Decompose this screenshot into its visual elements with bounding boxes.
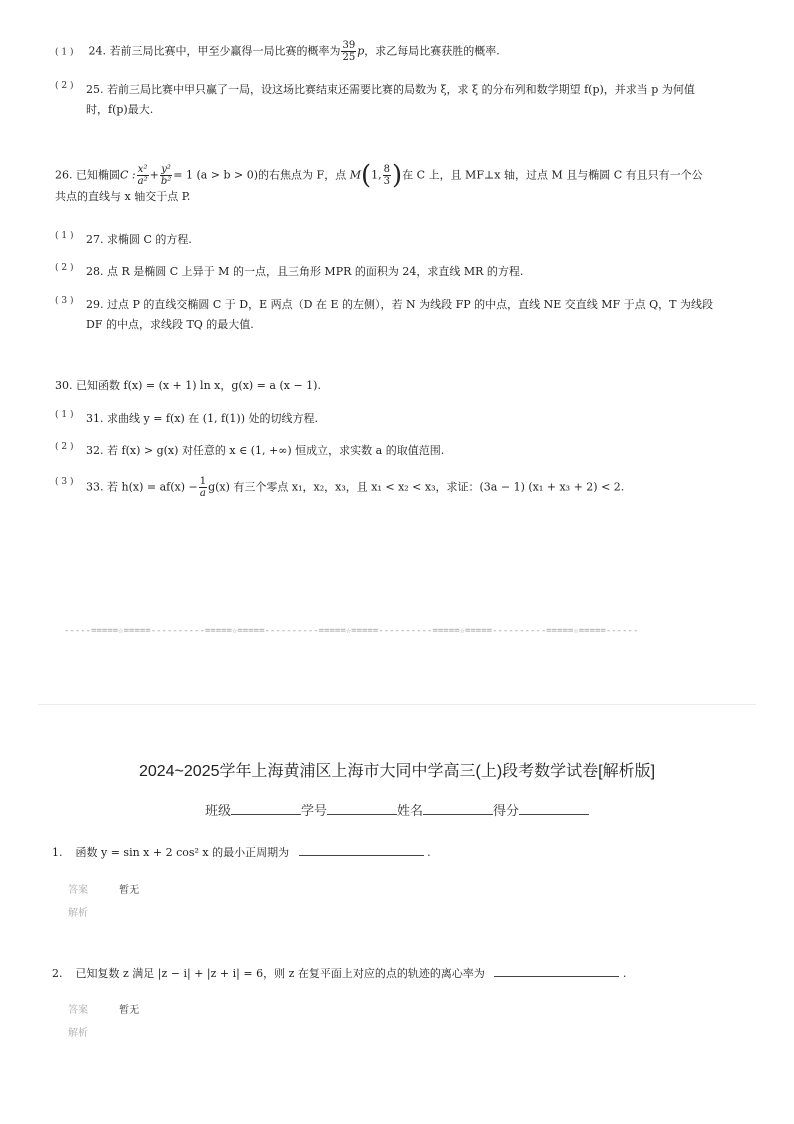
numerator: 8 bbox=[383, 164, 390, 175]
question-number: 30. bbox=[55, 379, 73, 392]
denominator: 25 bbox=[342, 52, 356, 63]
problem-2 bbox=[52, 964, 626, 984]
id-label: 学号 bbox=[300, 803, 327, 818]
answer-label: 答案 bbox=[68, 885, 88, 896]
sub-index: ( 1 ) bbox=[55, 47, 74, 58]
question-25 bbox=[55, 80, 745, 120]
numerator: 39 bbox=[342, 40, 356, 51]
question-33 bbox=[55, 476, 624, 499]
question-text: 已知椭圆 bbox=[76, 168, 120, 182]
sub-index: ( 1 ) bbox=[55, 231, 74, 241]
question-text: 若 h(x) = af(x) − bbox=[107, 480, 198, 494]
question-text: 若前三局比赛中，甲至少赢得一局比赛的概率为 bbox=[109, 44, 341, 58]
question-text-line2: DF 的中点，求线段 TQ 的最大值. bbox=[86, 318, 254, 331]
denominator: 3 bbox=[383, 176, 390, 187]
sub-index: ( 2 ) bbox=[55, 442, 74, 452]
question-text: 若 f(x) > g(x) 对任意的 x ∈ (1, +∞) 恒成立，求实数 a 的取值范围. bbox=[107, 444, 445, 457]
score-blank[interactable] bbox=[519, 814, 589, 815]
question-26: 26. 已知椭圆C : $\frac{\text{x²}}{\text{a²}}$ + $\frac{\text{y²}}{\text{b²}}$ = 1 (a > b > 0)的右焦点为 F，点 M(1, $\frac{8}{3}$ )在 C 上，且 MF⊥x 轴，过点 M 且与椭圆 C 有且只有一个公 共点的直线与 x 轴交于点 P. bbox=[55, 164, 745, 207]
fraction-y bbox=[160, 164, 172, 187]
question-number: 1. bbox=[52, 846, 63, 859]
question-number: 31. bbox=[86, 412, 104, 425]
question-text: 点 R 是椭圆 C 上异于 M 的一点，且三角形 MPR 的面积为 24，求直线 MR 的方程. bbox=[107, 265, 524, 278]
question-number: 29. bbox=[86, 298, 104, 311]
period: . bbox=[427, 846, 431, 859]
class-label: 班级 bbox=[204, 803, 231, 818]
denominator: a² bbox=[137, 176, 148, 187]
denominator: b² bbox=[160, 176, 172, 187]
name-blank[interactable] bbox=[423, 814, 493, 815]
answer-value: 暂无 bbox=[119, 1005, 140, 1016]
sub-index: ( 2 ) bbox=[55, 263, 74, 273]
point-name: M bbox=[349, 168, 361, 182]
answer-value: 暂无 bbox=[119, 885, 140, 896]
problem-1 bbox=[52, 843, 431, 863]
answer-blank[interactable] bbox=[299, 855, 424, 856]
fraction-point bbox=[383, 164, 391, 187]
question-number: 33. bbox=[86, 480, 104, 494]
question-text-line2: 共点的直线与 x 轴交于点 P. bbox=[55, 190, 191, 203]
numerator: x² bbox=[137, 164, 148, 175]
question-number: 26. bbox=[55, 168, 73, 182]
question-number: 24. bbox=[88, 44, 106, 58]
question-29 bbox=[55, 295, 745, 335]
student-fields bbox=[0, 800, 794, 819]
page-separator bbox=[38, 704, 756, 705]
question-31 bbox=[55, 409, 318, 429]
sub-index: ( 2 ) bbox=[55, 81, 74, 91]
answer-blank[interactable] bbox=[494, 976, 619, 977]
answer-row-1 bbox=[68, 878, 139, 897]
question-32 bbox=[55, 441, 444, 461]
variable: p bbox=[357, 44, 365, 58]
question-number: 32. bbox=[86, 444, 104, 457]
section-divider: -----=====☆=====----------=====☆=====----------=====☆=====----------=====☆=====----------=====☆=====------ bbox=[64, 626, 639, 636]
page-title: 2024~2025学年上海黄浦区上海市大同中学高三(上)段考数学试卷[解析版] bbox=[138, 763, 656, 780]
question-text-line2: 时，f(p)最大. bbox=[86, 103, 154, 116]
score-label: 得分 bbox=[493, 803, 520, 818]
question-27 bbox=[55, 230, 192, 250]
fraction bbox=[341, 40, 356, 63]
question-number: 2. bbox=[52, 967, 63, 980]
analysis-label: 解析 bbox=[68, 1028, 88, 1039]
answer-row-2 bbox=[68, 998, 139, 1017]
name-label: 姓名 bbox=[397, 803, 424, 818]
question-text: = 1 (a > b > 0)的右焦点为 F，点 bbox=[173, 168, 347, 182]
question-number: 28. bbox=[86, 265, 104, 278]
question-text: 已知复数 z 满足 |z − i| + |z + i| = 6，则 z 在复平面上对应的点的轨迹的离心率为 bbox=[75, 967, 485, 980]
question-text: 求曲线 y = f(x) 在 (1, f(1)) 处的切线方程. bbox=[107, 412, 318, 425]
ellipse-name: C : bbox=[120, 168, 136, 182]
question-number: 27. bbox=[86, 233, 104, 246]
question-24 bbox=[55, 40, 500, 63]
question-text: 在 C 上，且 MF⊥x 轴，过点 M 且与椭圆 C 有且只有一个公 bbox=[402, 168, 703, 182]
denominator: a bbox=[199, 488, 206, 499]
numerator: y² bbox=[161, 164, 171, 175]
fraction-x bbox=[137, 164, 149, 187]
question-30 bbox=[55, 376, 321, 396]
question-text: g(x) 有三个零点 x₁，x₂，x₃，且 x₁ < x₂ < x₃，求证：(3a − 1) (x₁ + x₃ + 2) < 2. bbox=[208, 480, 625, 494]
numerator: 1 bbox=[199, 476, 207, 487]
question-text: 函数 y = sin x + 2 cos² x 的最小正周期为 bbox=[75, 846, 290, 859]
class-blank[interactable] bbox=[231, 814, 301, 815]
sub-index: ( 3 ) bbox=[55, 296, 74, 306]
sub-index: ( 1 ) bbox=[55, 410, 74, 420]
question-text-line1: 若前三局比赛中甲只赢了一局，设这场比赛结束还需要比赛的局数为 ξ，求 ξ 的分布列和数学期望 f(p)，并求当 p 为何值 bbox=[107, 83, 695, 96]
answer-label: 答案 bbox=[68, 1005, 88, 1016]
question-text: 求椭圆 C 的方程. bbox=[107, 233, 192, 246]
question-text: ，求乙每局比赛获胜的概率. bbox=[364, 44, 500, 58]
question-text-line1: 过点 P 的直线交椭圆 C 于 D，E 两点（D 在 E 的左侧），若 N 为线段 FP 的中点，直线 NE 交直线 MF 于点 Q，T 为线段 bbox=[107, 298, 714, 311]
question-28 bbox=[55, 262, 523, 282]
question-text: 已知函数 f(x) = (x + 1) ln x，g(x) = a (x − 1). bbox=[76, 379, 321, 392]
sub-index: ( 3 ) bbox=[55, 477, 74, 487]
fraction bbox=[199, 476, 207, 499]
id-blank[interactable] bbox=[327, 814, 397, 815]
period: . bbox=[622, 967, 627, 980]
question-number: 25. bbox=[86, 83, 104, 96]
analysis-label: 解析 bbox=[68, 908, 88, 919]
point-coord: 1, bbox=[371, 168, 382, 182]
